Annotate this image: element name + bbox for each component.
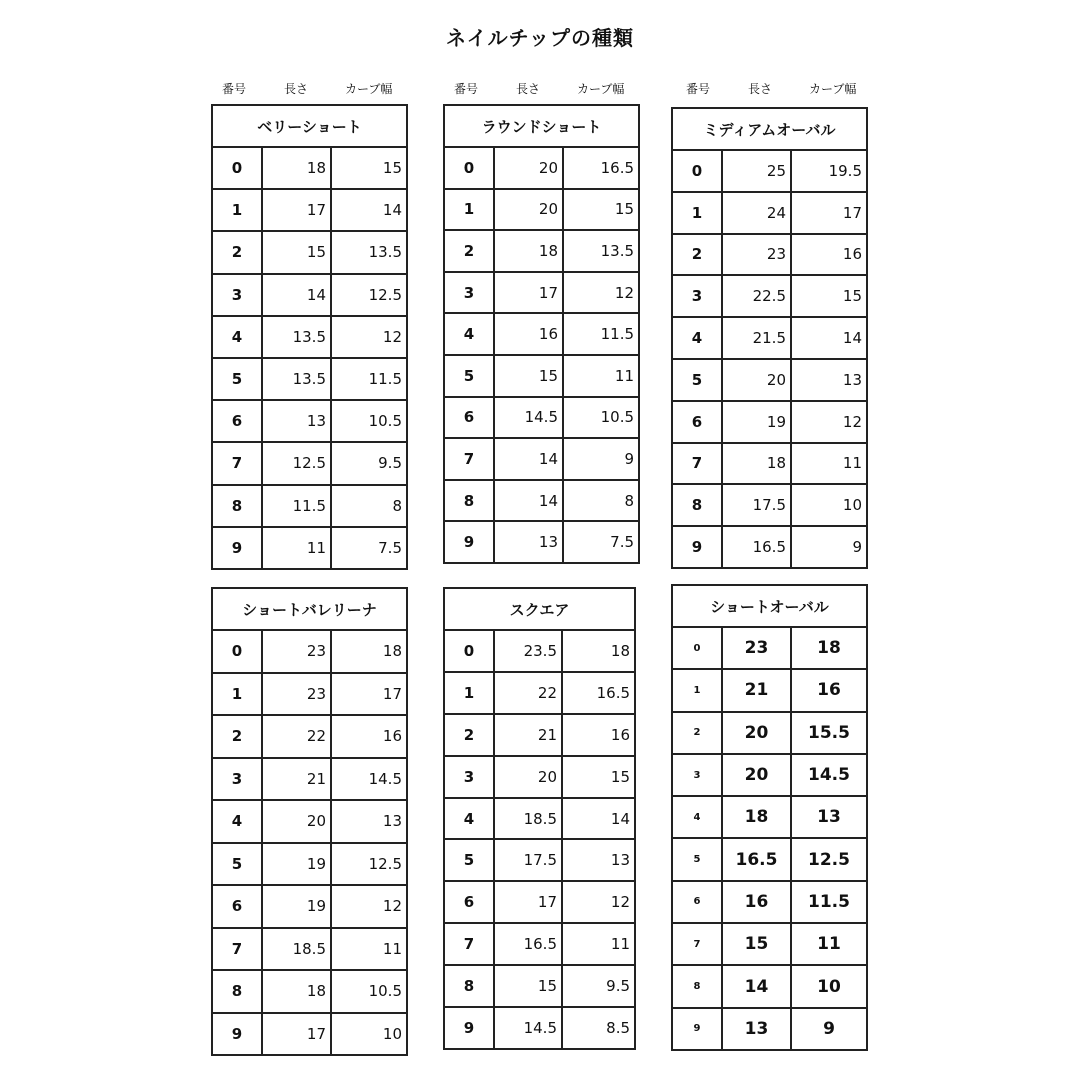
curve-cell: 18 (562, 630, 635, 672)
curve-cell: 10.5 (331, 970, 407, 1013)
row-number: 1 (212, 673, 262, 716)
length-cell: 17.5 (722, 484, 791, 526)
length-cell: 24 (722, 192, 791, 234)
length-cell: 20 (722, 712, 791, 754)
row-number: 2 (672, 712, 722, 754)
row-number: 7 (672, 443, 722, 485)
row-number: 6 (212, 400, 262, 442)
curve-cell: 16 (791, 669, 867, 711)
row-number: 1 (672, 192, 722, 234)
curve-cell: 17 (331, 673, 407, 716)
table-row (672, 627, 867, 669)
row-number: 8 (212, 485, 262, 527)
table-row (444, 839, 635, 881)
curve-cell: 10.5 (563, 397, 639, 439)
header-length: 長さ (516, 82, 541, 96)
row-number: 0 (212, 147, 262, 189)
row-number: 0 (444, 630, 494, 672)
header-number: 番号 (454, 82, 479, 96)
table-row (212, 843, 407, 886)
length-cell: 21 (494, 714, 562, 756)
curve-cell: 12.5 (791, 838, 867, 880)
length-cell: 23.5 (494, 630, 562, 672)
length-cell: 22.5 (722, 275, 791, 317)
curve-cell: 11.5 (331, 358, 407, 400)
length-cell: 18 (262, 970, 331, 1013)
table-row (212, 316, 407, 358)
curve-cell: 15 (562, 756, 635, 798)
table-row (672, 484, 867, 526)
length-cell: 19 (262, 885, 331, 928)
row-number: 1 (444, 672, 494, 714)
curve-cell: 11 (331, 928, 407, 971)
table-row (672, 317, 867, 359)
header-number: 番号 (686, 82, 711, 96)
length-cell: 14.5 (494, 397, 563, 439)
row-number: 9 (444, 521, 494, 563)
length-cell: 16.5 (494, 923, 562, 965)
length-cell: 13 (262, 400, 331, 442)
curve-cell: 19.5 (791, 150, 867, 192)
curve-cell: 12.5 (331, 843, 407, 886)
table-title: ショートバレリーナ (212, 588, 407, 630)
table-row (444, 313, 639, 355)
length-cell: 23 (722, 234, 791, 276)
table-row (672, 234, 867, 276)
length-cell: 22 (262, 715, 331, 758)
length-cell: 23 (262, 673, 331, 716)
curve-cell: 14 (562, 798, 635, 840)
row-number: 4 (444, 313, 494, 355)
curve-cell: 16.5 (563, 147, 639, 189)
curve-cell: 10.5 (331, 400, 407, 442)
table-row (672, 1008, 867, 1050)
row-number: 8 (672, 965, 722, 1007)
table-row (444, 230, 639, 272)
row-number: 8 (444, 480, 494, 522)
length-cell: 22 (494, 672, 562, 714)
length-cell: 14 (262, 274, 331, 316)
curve-cell: 8 (331, 485, 407, 527)
length-cell: 12.5 (262, 442, 331, 484)
row-number: 7 (444, 438, 494, 480)
table-row (672, 923, 867, 965)
row-number: 9 (212, 527, 262, 569)
curve-cell: 14 (791, 317, 867, 359)
curve-cell: 10 (791, 965, 867, 1007)
curve-cell: 15 (563, 189, 639, 231)
table-title: ショートオーバル (672, 585, 867, 627)
table-row (212, 1013, 407, 1056)
curve-cell: 9 (791, 1008, 867, 1050)
table-row (212, 231, 407, 273)
curve-cell: 11.5 (791, 881, 867, 923)
row-number: 0 (444, 147, 494, 189)
length-cell: 18 (722, 443, 791, 485)
curve-cell: 12 (331, 885, 407, 928)
curve-cell: 16 (791, 234, 867, 276)
table-row (212, 800, 407, 843)
curve-cell: 15 (791, 275, 867, 317)
table-row (444, 672, 635, 714)
curve-cell: 9 (791, 526, 867, 568)
nail-table-short-oval (671, 584, 868, 1051)
row-number: 3 (672, 754, 722, 796)
table-row (212, 970, 407, 1013)
table-row (444, 147, 639, 189)
curve-cell: 13 (791, 359, 867, 401)
curve-cell: 17 (791, 192, 867, 234)
table-row (212, 527, 407, 569)
row-number: 5 (672, 359, 722, 401)
curve-cell: 18 (331, 630, 407, 673)
table-row (672, 526, 867, 568)
curve-cell: 12 (331, 316, 407, 358)
length-cell: 16.5 (722, 526, 791, 568)
row-number: 5 (212, 358, 262, 400)
table-row (444, 881, 635, 923)
table-row (212, 673, 407, 716)
curve-cell: 14.5 (331, 758, 407, 801)
curve-cell: 7.5 (331, 527, 407, 569)
table-row (212, 274, 407, 316)
row-number: 2 (444, 714, 494, 756)
length-cell: 13.5 (262, 358, 331, 400)
length-cell: 15 (494, 355, 563, 397)
length-cell: 17 (494, 881, 562, 923)
row-number: 0 (672, 627, 722, 669)
row-number: 7 (212, 928, 262, 971)
curve-cell: 16 (331, 715, 407, 758)
row-number: 1 (444, 189, 494, 231)
table-row (212, 928, 407, 971)
row-number: 5 (444, 355, 494, 397)
table-row (672, 712, 867, 754)
table-row (212, 442, 407, 484)
row-number: 5 (212, 843, 262, 886)
length-cell: 18 (494, 230, 563, 272)
table-row (672, 965, 867, 1007)
header-length: 長さ (748, 82, 773, 96)
curve-cell: 11 (791, 443, 867, 485)
row-number: 9 (444, 1007, 494, 1049)
column-header-row (444, 80, 638, 96)
curve-cell: 11 (791, 923, 867, 965)
length-cell: 21 (262, 758, 331, 801)
table-row (212, 358, 407, 400)
nail-table-square (443, 587, 636, 1050)
curve-cell: 15.5 (791, 712, 867, 754)
length-cell: 19 (722, 401, 791, 443)
curve-cell: 18 (791, 627, 867, 669)
row-number: 6 (672, 401, 722, 443)
length-cell: 18 (262, 147, 331, 189)
row-number: 3 (444, 272, 494, 314)
length-cell: 16 (722, 881, 791, 923)
row-number: 7 (212, 442, 262, 484)
length-cell: 20 (722, 359, 791, 401)
row-number: 9 (212, 1013, 262, 1056)
length-cell: 15 (722, 923, 791, 965)
length-cell: 16 (494, 313, 563, 355)
row-number: 4 (672, 796, 722, 838)
curve-cell: 10 (331, 1013, 407, 1056)
curve-cell: 7.5 (563, 521, 639, 563)
length-cell: 17 (262, 1013, 331, 1056)
table-row (672, 401, 867, 443)
length-cell: 19 (262, 843, 331, 886)
row-number: 6 (444, 881, 494, 923)
row-number: 2 (212, 715, 262, 758)
curve-cell: 8.5 (562, 1007, 635, 1049)
row-number: 8 (212, 970, 262, 1013)
table-row (212, 147, 407, 189)
curve-cell: 9.5 (562, 965, 635, 1007)
length-cell: 23 (262, 630, 331, 673)
curve-cell: 12 (562, 881, 635, 923)
length-cell: 25 (722, 150, 791, 192)
row-number: 3 (672, 275, 722, 317)
curve-cell: 9 (563, 438, 639, 480)
row-number: 9 (672, 1008, 722, 1050)
row-number: 7 (672, 923, 722, 965)
table-row (212, 758, 407, 801)
table-title: ベリーショート (212, 105, 407, 147)
nail-table-very-short (211, 104, 408, 570)
table-row (212, 630, 407, 673)
row-number: 4 (212, 316, 262, 358)
header-curve: カーブ幅 (345, 82, 393, 96)
length-cell: 14 (722, 965, 791, 1007)
curve-cell: 13.5 (331, 231, 407, 273)
table-title: スクエア (444, 588, 635, 630)
header-number: 番号 (222, 82, 247, 96)
table-row (672, 150, 867, 192)
table-row (672, 359, 867, 401)
length-cell: 14 (494, 438, 563, 480)
length-cell: 11.5 (262, 485, 331, 527)
curve-cell: 13.5 (563, 230, 639, 272)
length-cell: 23 (722, 627, 791, 669)
row-number: 5 (444, 839, 494, 881)
row-number: 6 (672, 881, 722, 923)
length-cell: 16.5 (722, 838, 791, 880)
column-header-row (212, 80, 406, 96)
table-row (444, 521, 639, 563)
curve-cell: 14 (331, 189, 407, 231)
curve-cell: 12.5 (331, 274, 407, 316)
nail-table-round-short (443, 104, 640, 564)
length-cell: 14 (494, 480, 563, 522)
row-number: 0 (672, 150, 722, 192)
curve-cell: 13 (791, 796, 867, 838)
table-row (212, 189, 407, 231)
table-row (444, 189, 639, 231)
table-title: ラウンドショート (444, 105, 639, 147)
length-cell: 15 (262, 231, 331, 273)
row-number: 4 (444, 798, 494, 840)
header-curve: カーブ幅 (577, 82, 625, 96)
length-cell: 20 (494, 189, 563, 231)
table-row (212, 715, 407, 758)
length-cell: 13 (722, 1008, 791, 1050)
length-cell: 14.5 (494, 1007, 562, 1049)
length-cell: 18 (722, 796, 791, 838)
table-row (672, 669, 867, 711)
curve-cell: 14.5 (791, 754, 867, 796)
row-number: 4 (212, 800, 262, 843)
table-row (212, 885, 407, 928)
length-cell: 20 (494, 756, 562, 798)
length-cell: 21 (722, 669, 791, 711)
curve-cell: 12 (563, 272, 639, 314)
curve-cell: 16 (562, 714, 635, 756)
length-cell: 11 (262, 527, 331, 569)
length-cell: 21.5 (722, 317, 791, 359)
table-row (444, 923, 635, 965)
header-length: 長さ (284, 82, 309, 96)
length-cell: 18.5 (262, 928, 331, 971)
length-cell: 20 (722, 754, 791, 796)
curve-cell: 10 (791, 484, 867, 526)
row-number: 2 (444, 230, 494, 272)
row-number: 8 (672, 484, 722, 526)
row-number: 5 (672, 838, 722, 880)
header-curve: カーブ幅 (809, 82, 857, 96)
length-cell: 20 (262, 800, 331, 843)
row-number: 3 (212, 758, 262, 801)
curve-cell: 16.5 (562, 672, 635, 714)
curve-cell: 15 (331, 147, 407, 189)
curve-cell: 8 (563, 480, 639, 522)
row-number: 7 (444, 923, 494, 965)
nail-table-medium-oval (671, 107, 868, 569)
page-title: ネイルチップの種類 (446, 26, 634, 50)
table-row (444, 480, 639, 522)
length-cell: 18.5 (494, 798, 562, 840)
row-number: 0 (212, 630, 262, 673)
table-row (444, 798, 635, 840)
table-row (444, 756, 635, 798)
table-row (672, 192, 867, 234)
row-number: 3 (212, 274, 262, 316)
table-row (212, 400, 407, 442)
table-row (672, 796, 867, 838)
table-row (444, 714, 635, 756)
length-cell: 13 (494, 521, 563, 563)
nail-table-short-ballerina (211, 587, 408, 1056)
curve-cell: 11 (563, 355, 639, 397)
row-number: 1 (672, 669, 722, 711)
table-row (444, 355, 639, 397)
column-header-row (676, 80, 870, 96)
row-number: 6 (444, 397, 494, 439)
length-cell: 17 (494, 272, 563, 314)
table-row (444, 272, 639, 314)
curve-cell: 11 (562, 923, 635, 965)
row-number: 1 (212, 189, 262, 231)
table-row (444, 630, 635, 672)
table-row (444, 438, 639, 480)
length-cell: 17.5 (494, 839, 562, 881)
row-number: 4 (672, 317, 722, 359)
length-cell: 15 (494, 965, 562, 1007)
row-number: 8 (444, 965, 494, 1007)
curve-cell: 9.5 (331, 442, 407, 484)
table-row (672, 443, 867, 485)
length-cell: 17 (262, 189, 331, 231)
curve-cell: 11.5 (563, 313, 639, 355)
table-row (672, 838, 867, 880)
row-number: 3 (444, 756, 494, 798)
curve-cell: 12 (791, 401, 867, 443)
length-cell: 20 (494, 147, 563, 189)
table-row (672, 754, 867, 796)
table-row (212, 485, 407, 527)
curve-cell: 13 (331, 800, 407, 843)
row-number: 2 (672, 234, 722, 276)
row-number: 6 (212, 885, 262, 928)
table-row (444, 397, 639, 439)
curve-cell: 13 (562, 839, 635, 881)
length-cell: 13.5 (262, 316, 331, 358)
row-number: 2 (212, 231, 262, 273)
table-row (672, 275, 867, 317)
table-title: ミディアムオーバル (672, 108, 867, 150)
table-row (672, 881, 867, 923)
table-row (444, 965, 635, 1007)
row-number: 9 (672, 526, 722, 568)
table-row (444, 1007, 635, 1049)
